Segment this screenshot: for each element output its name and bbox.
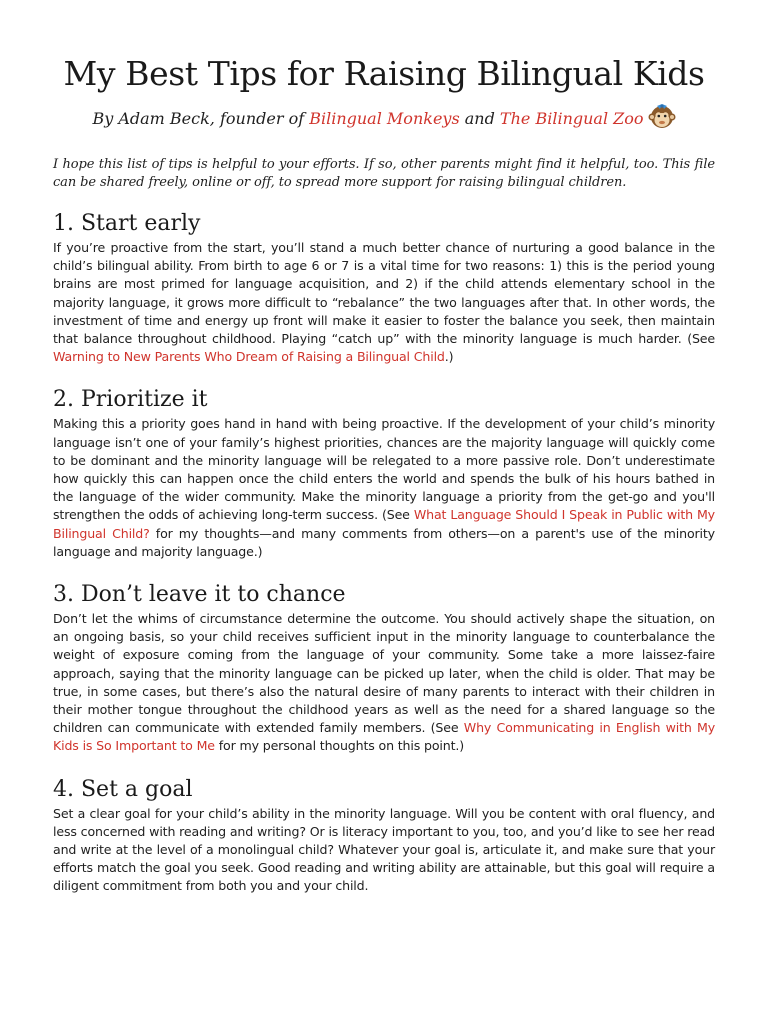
tip-body bbox=[53, 239, 715, 366]
intro-text: I hope this list of tips is helpful to your efforts. If so, other parents might find it helpful, too. This file can be shared freely, online or off, to spread more support for raising bilingual children. bbox=[53, 157, 715, 190]
tip-body bbox=[53, 610, 715, 756]
bilingual-zoo-link[interactable]: The Bilingual Zoo bbox=[499, 109, 644, 128]
tip-heading: 4. Set a goal bbox=[53, 776, 193, 802]
bilingual-monkeys-link[interactable]: Bilingual Monkeys bbox=[309, 109, 460, 128]
tip-heading: 1. Start early bbox=[53, 211, 201, 236]
tip-link[interactable]: Warning to New Parents Who Dream of Raising a Bilingual Child bbox=[53, 349, 445, 365]
byline-middle: and bbox=[459, 109, 500, 128]
tip-text-end: for my personal thoughts on this point.) bbox=[214, 738, 464, 754]
monkey-icon bbox=[648, 102, 676, 130]
tip-text-end: .) bbox=[444, 349, 454, 365]
page-title: My Best Tips for Raising Bilingual Kids bbox=[63, 54, 705, 93]
tip-text: Making this a priority goes hand in hand with being proactive. If the development of your child’s minority language isn’t one of your family’s highest priorities, chances are the majority language will quickly come to be dominant and the minority language will be relegated to a more passive role. Don’t underestimate how quickly this can happen once the child enters the world and spends the bulk of his hours bathed in the language of the wider community. Make the minority language a priority from the get-go and you'll strengthen the odds of achieving long-term success. (See bbox=[53, 416, 715, 523]
byline-prefix: By Adam Beck, founder of bbox=[92, 109, 310, 128]
byline bbox=[53, 102, 715, 134]
tip-text: Don’t let the whims of circumstance determine the outcome. You should actively shape the situation, on an ongoing basis, so your child receives sufficient input in the minority language to counterbalance the weight of exposure coming from the language of your community. Some take a more laissez-faire approach, saying that the minority language can be picked up later, when the child is older. That may be true, in some cases, but there’s also the natural desire of many parents to interact with their children in their mother tongue throughout the childhood years as well as the need for a shared language so the children can communicate with extended family members. (See bbox=[53, 611, 715, 736]
tip-heading: 3. Don’t leave it to chance bbox=[53, 582, 346, 608]
tip-body bbox=[53, 415, 715, 561]
tip-text-end: for my thoughts—and many comments from others—on a parent's use of the minority language and majority language.) bbox=[53, 525, 715, 559]
tip-text: If you’re proactive from the start, you’ll stand a much better chance of nurturing a good balance in the child’s bilingual ability. From birth to age 6 or 7 is a vital time for two reasons: 1) this is the period young brains are most primed for language acquisition, and 2) if the child attends elementary school in the majority language, it grows more difficult to “rebalance” the two languages after that. In other words, the investment of time and energy up front will make it easier to foster the balance you seek, then maintain that balance throughout childhood. Playing “catch up” with the minority language is much harder. (See bbox=[53, 240, 715, 347]
tip-section-3 bbox=[53, 581, 715, 756]
tip-text: Set a clear goal for your child’s ability in the minority language. Will you be content with oral fluency, and less concerned with reading and writing? Or is literacy important to you, too, and you’d like to see her read and write at the level of a monolingual child? Whatever your goal is, articulate it, and make sure that your efforts match the goal you seek. Good reading and writing ability are attainable, but this goal will require a diligent commitment from both you and your child. bbox=[53, 805, 715, 894]
document-page bbox=[53, 50, 715, 896]
tip-section-4 bbox=[53, 776, 715, 896]
tip-heading: 2. Prioritize it bbox=[53, 387, 208, 413]
tip-body bbox=[53, 805, 715, 896]
tip-link[interactable]: Why Communicating in English with My Kids is So Important to Me bbox=[53, 720, 716, 754]
tip-section-2 bbox=[53, 386, 715, 561]
tip-link[interactable]: What Language Should I Speak in Public with My Bilingual Child? bbox=[53, 507, 715, 541]
tip-section-1 bbox=[53, 210, 715, 366]
